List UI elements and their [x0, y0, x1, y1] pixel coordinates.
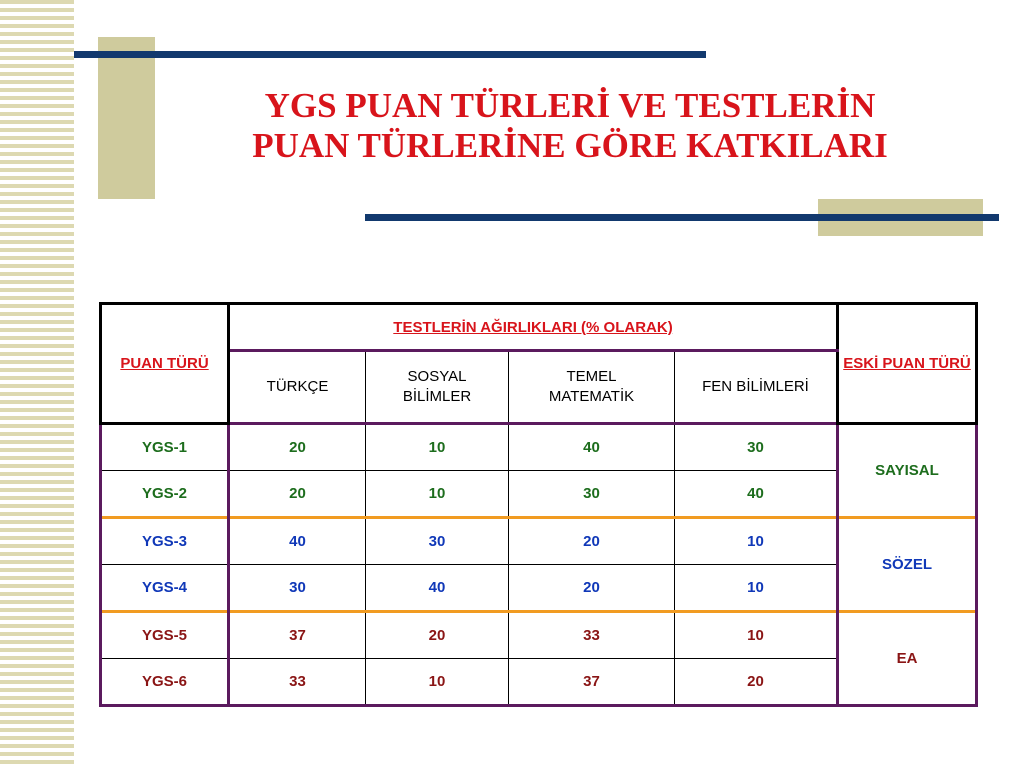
cell-value: 20 — [229, 471, 366, 518]
cell-value: 33 — [229, 659, 366, 706]
cell-value: 20 — [229, 424, 366, 471]
cell-value: 20 — [509, 565, 675, 612]
row-name-ygs-5: YGS-5 — [101, 612, 229, 659]
cell-value: 40 — [366, 565, 509, 612]
subheader-temel-matematik: TEMEL MATEMATİK — [509, 351, 675, 424]
header-eski-puan-turu: ESKİ PUAN TÜRÜ — [838, 304, 977, 424]
decorative-navy-line-top — [74, 51, 706, 58]
slide-title — [140, 86, 1000, 166]
subheader-turkce: TÜRKÇE — [229, 351, 366, 424]
cell-value: 30 — [366, 518, 509, 565]
cell-value: 37 — [509, 659, 675, 706]
decorative-stripes — [0, 0, 74, 768]
header-puan-turu: PUAN TÜRÜ — [101, 304, 229, 424]
cell-value: 10 — [366, 471, 509, 518]
cell-value: 10 — [366, 424, 509, 471]
cell-value: 20 — [675, 659, 838, 706]
eski-sozel: SÖZEL — [838, 518, 977, 612]
cell-value: 20 — [366, 612, 509, 659]
cell-value: 10 — [675, 612, 838, 659]
cell-value: 20 — [509, 518, 675, 565]
score-weights-table — [99, 302, 978, 707]
row-name-ygs-3: YGS-3 — [101, 518, 229, 565]
cell-value: 10 — [675, 565, 838, 612]
cell-value: 40 — [509, 424, 675, 471]
cell-value: 10 — [366, 659, 509, 706]
cell-value: 37 — [229, 612, 366, 659]
cell-value: 30 — [229, 565, 366, 612]
row-name-ygs-4: YGS-4 — [101, 565, 229, 612]
header-test-weights: TESTLERİN AĞIRLIKLARI (% OLARAK) — [229, 304, 838, 351]
cell-value: 33 — [509, 612, 675, 659]
row-name-ygs-6: YGS-6 — [101, 659, 229, 706]
row-name-ygs-2: YGS-2 — [101, 471, 229, 518]
subheader-fen-bilimleri: FEN BİLİMLERİ — [675, 351, 838, 424]
eski-ea: EA — [838, 612, 977, 706]
cell-value: 40 — [675, 471, 838, 518]
cell-value: 30 — [675, 424, 838, 471]
eski-sayisal: SAYISAL — [838, 424, 977, 518]
cell-value: 40 — [229, 518, 366, 565]
subheader-sosyal-bilimler: SOSYAL BİLİMLER — [366, 351, 509, 424]
row-name-ygs-1: YGS-1 — [101, 424, 229, 471]
cell-value: 30 — [509, 471, 675, 518]
decorative-navy-line-bottom — [365, 214, 999, 221]
title-line-2: PUAN TÜRLERİNE GÖRE KATKILARI — [252, 126, 888, 165]
cell-value: 10 — [675, 518, 838, 565]
title-line-1: YGS PUAN TÜRLERİ VE TESTLERİN — [264, 86, 876, 125]
